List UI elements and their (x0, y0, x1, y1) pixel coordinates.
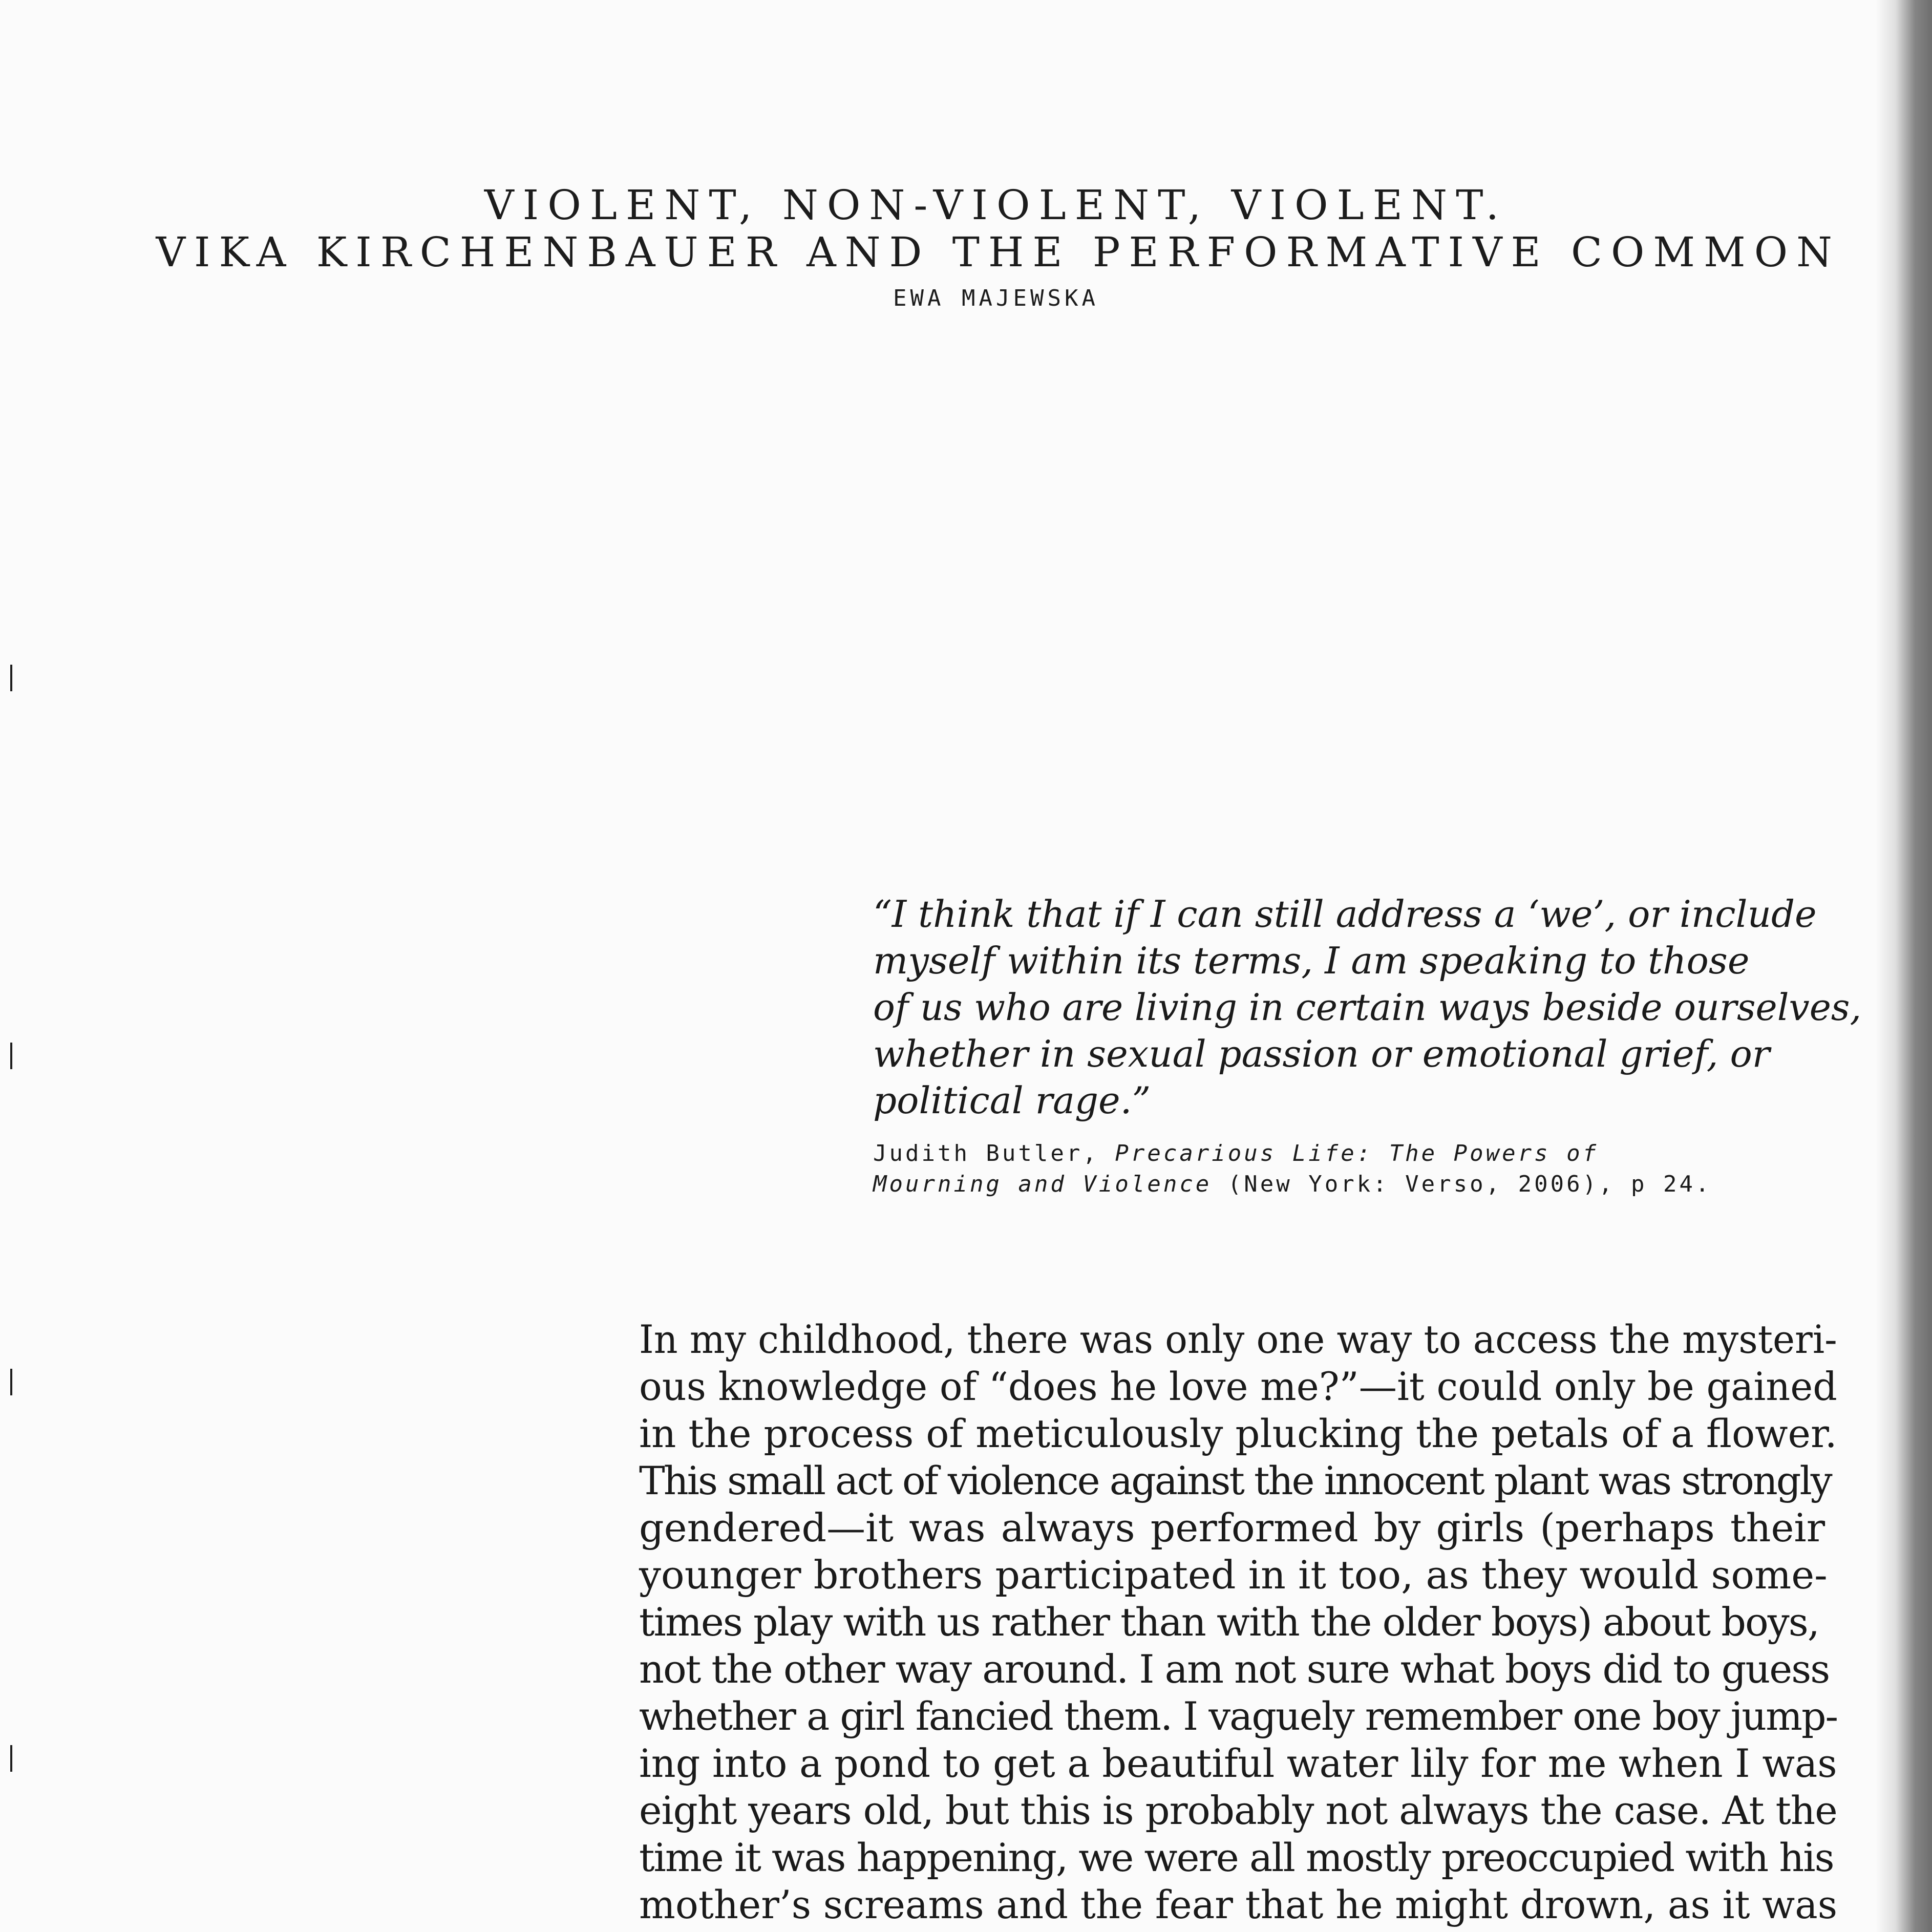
body-line: ous knowledge of “does he love me?”—it could only be gained (639, 1364, 1837, 1409)
body-line: mother’s screams and the fear that he might drown, as it was (639, 1882, 1838, 1927)
citation-title-part-2: Mourning and Violence (873, 1171, 1212, 1197)
citation-line-1 (873, 1138, 1861, 1169)
body-paragraph (639, 1316, 1837, 1928)
body-line: in the process of meticulously plucking the petals of a flower. (639, 1411, 1837, 1456)
epigraph-line: of us who are living in certain ways beside ourselves, (873, 986, 1862, 1029)
article-title-line-2: VIKA KIRCHENBAUER AND THE PERFORMATIVE COMMON (156, 228, 1841, 276)
article-header (154, 181, 1841, 311)
margin-crop-mark (10, 1369, 12, 1395)
body-line: not the other way around. I am not sure what boys did to guess (639, 1646, 1830, 1692)
article-title-line-1: VIOLENT, NON-VIOLENT, VIOLENT. (484, 181, 1508, 229)
citation-details: (New York: Verso, 2006), p 24. (1212, 1171, 1712, 1197)
body-line: gendered—it was always performed by girls (perhaps their (639, 1505, 1825, 1551)
body-line: younger brothers participated in it too, as they would some- (639, 1552, 1828, 1598)
epigraph-citation (873, 1138, 1861, 1200)
epigraph-line: political rage.” (873, 1079, 1151, 1122)
body-line: times play with us rather than with the older boys) about boys, (639, 1599, 1819, 1645)
epigraph-line: whether in sexual passion or emotional grief, or (873, 1032, 1770, 1075)
body-line: whether a girl fancied them. I vaguely remember one boy jump- (639, 1693, 1838, 1739)
body-line: ing into a pond to get a beautiful water lily for me when I was (639, 1740, 1837, 1786)
margin-crop-mark (10, 1745, 12, 1772)
epigraph (873, 891, 1861, 1200)
margin-crop-mark (10, 665, 12, 691)
body-line: time it was happening, we were all mostly preoccupied with his (639, 1835, 1834, 1880)
citation-author: Judith Butler, (873, 1140, 1115, 1166)
body-line: In my childhood, there was only one way to access the mysteri- (639, 1317, 1837, 1362)
epigraph-quote (873, 891, 1861, 1124)
book-spine-shadow (1876, 0, 1932, 1932)
epigraph-line: myself within its terms, I am speaking to those (873, 939, 1750, 982)
citation-title-part-1: Precarious Life: The Powers of (1115, 1140, 1599, 1166)
article-author: EWA MAJEWSKA (893, 285, 1099, 311)
margin-crop-mark (10, 1043, 12, 1069)
body-line: This small act of violence against the innocent plant was strongly (639, 1458, 1831, 1503)
epigraph-line: “I think that if I can still address a ‘we’, or include (873, 893, 1817, 936)
body-line: eight years old, but this is probably not always the case. At the (639, 1788, 1837, 1833)
citation-line-2 (873, 1169, 1861, 1200)
